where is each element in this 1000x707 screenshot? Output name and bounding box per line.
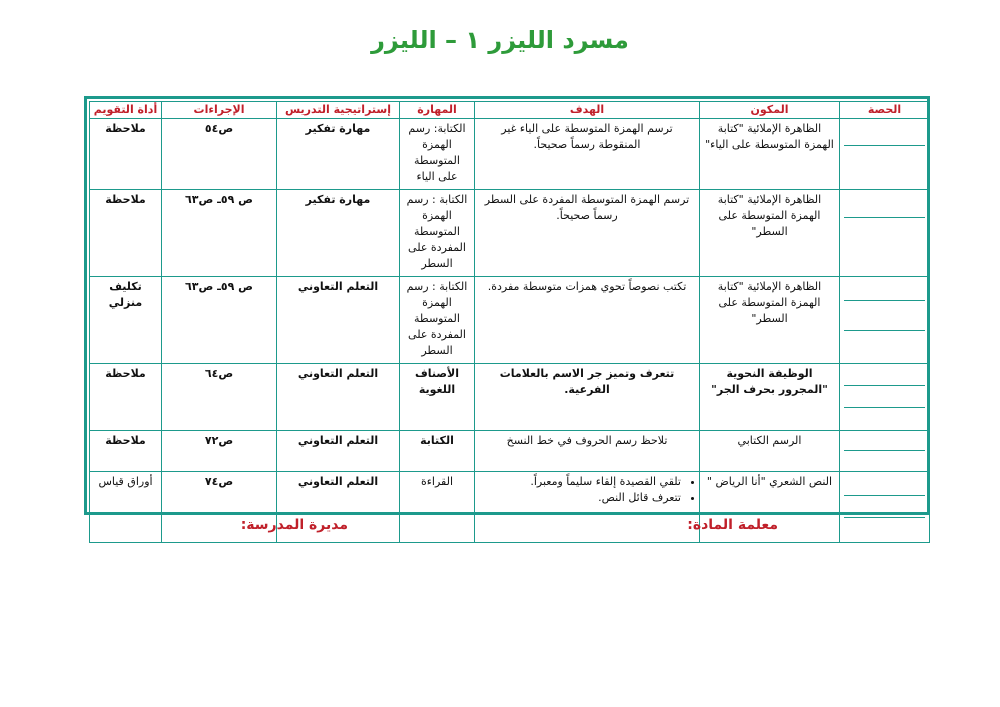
strategy-cell: مهارة تفكير xyxy=(277,190,400,277)
header-row xyxy=(90,102,930,119)
lesson-plan-frame xyxy=(84,96,930,515)
table-row xyxy=(90,472,930,543)
header-component: المكون xyxy=(700,102,840,119)
skill-cell: الكتابة: رسم الهمزة المتوسطة على الياء xyxy=(400,119,475,190)
strategy-cell: التعلم التعاوني xyxy=(277,472,400,543)
skill-cell: الأصناف اللغوية xyxy=(400,364,475,431)
table-row xyxy=(90,190,930,277)
assessment-cell: أوراق قياس xyxy=(90,472,162,543)
hessa-subcell xyxy=(844,192,925,218)
component-cell: الظاهرة الإملائية "كتابة الهمزة المتوسطة على السطر" xyxy=(700,277,840,364)
lesson-plan-table xyxy=(89,101,930,543)
teacher-signature-label: معلمة المادة: xyxy=(687,517,778,533)
procedures-cell: ص٧٢ xyxy=(162,431,277,472)
goal-cell xyxy=(475,472,700,543)
header-skill: المهارة xyxy=(400,102,475,119)
principal-signature-label: مديرة المدرسة: xyxy=(240,517,348,533)
assessment-cell: ملاحظة xyxy=(90,364,162,431)
goal-cell: ترسم الهمزة المتوسطة على الياء غير المنقوطة رسماً صحيحاً. xyxy=(475,119,700,190)
header-goal: الهدف xyxy=(475,102,700,119)
skill-cell: الكتابة : رسم الهمزة المتوسطة المفردة على السطر xyxy=(400,277,475,364)
hessa-subcell xyxy=(844,121,925,146)
hessa-subcell xyxy=(844,518,925,540)
hessa-subcell xyxy=(844,451,925,469)
goal-cell: تلاحظ رسم الحروف في خط النسخ xyxy=(475,431,700,472)
header-assessment: أداة التقويم xyxy=(90,102,162,119)
hessa-subcell xyxy=(844,366,925,386)
table-row xyxy=(90,364,930,431)
hessa-subcell xyxy=(844,279,925,301)
hessa-subcell xyxy=(844,433,925,451)
goal-cell: ترسم الهمزة المتوسطة المفردة على السطر رسماً صحيحاً. xyxy=(475,190,700,277)
procedures-cell: ص٦٤ xyxy=(162,364,277,431)
hessa-subcell xyxy=(844,146,925,187)
hessa-subcell xyxy=(844,496,925,518)
hessa-subcell xyxy=(844,301,925,331)
procedures-cell: ص٧٤ xyxy=(162,472,277,543)
table-row xyxy=(90,277,930,364)
header-procedures: الإجراءات xyxy=(162,102,277,119)
goal-cell: تكتب نصوصاً تحوي همزات متوسطة مفردة. xyxy=(475,277,700,364)
hessa-subcell xyxy=(844,474,925,496)
table-row xyxy=(90,431,930,472)
hessa-cell xyxy=(840,190,930,277)
component-cell: الظاهرة الإملائية "كتابة الهمزة المتوسطة على الياء" xyxy=(700,119,840,190)
list-item: • تتعرف قائل النص. xyxy=(479,490,681,506)
strategy-cell: التعلم التعاوني xyxy=(277,431,400,472)
skill-cell: الكتابة xyxy=(400,431,475,472)
hessa-cell xyxy=(840,277,930,364)
hessa-cell xyxy=(840,364,930,431)
hessa-subcell xyxy=(844,331,925,361)
assessment-cell: ملاحظة xyxy=(90,119,162,190)
goal-list xyxy=(479,474,695,506)
hessa-cell xyxy=(840,119,930,190)
hessa-subcell xyxy=(844,386,925,408)
strategy-cell: التعلم التعاوني xyxy=(277,277,400,364)
list-item: • تلقي القصيدة إلقاء سليماً ومعبراً. xyxy=(479,474,681,490)
procedures-cell: ص ٥٩ـ ص٦٣ xyxy=(162,190,277,277)
hessa-cell xyxy=(840,472,930,543)
procedures-cell: ص ٥٩ـ ص٦٣ xyxy=(162,277,277,364)
component-cell: النص الشعري "أنا الرياض " xyxy=(700,472,840,543)
component-cell: الوظيفة النحوية "المجرور بحرف الجر" xyxy=(700,364,840,431)
page-title: مسرد الليزر ١ – الليزر xyxy=(371,26,629,54)
table-row xyxy=(90,119,930,190)
hessa-subcell xyxy=(844,408,925,428)
assessment-cell: ملاحظة xyxy=(90,190,162,277)
hessa-cell xyxy=(840,431,930,472)
header-hessa: الحصة xyxy=(840,102,930,119)
skill-cell: القراءة xyxy=(400,472,475,543)
component-cell: الرسم الكتابي xyxy=(700,431,840,472)
component-cell: الظاهرة الإملائية "كتابة الهمزة المتوسطة على السطر" xyxy=(700,190,840,277)
header-strategy: إستراتيجية التدريس xyxy=(277,102,400,119)
assessment-cell: ملاحظة xyxy=(90,431,162,472)
strategy-cell: مهارة تفكير xyxy=(277,119,400,190)
hessa-subcell xyxy=(844,218,925,274)
assessment-cell: تكليف منزلي xyxy=(90,277,162,364)
goal-cell: تتعرف وتميز جر الاسم بالعلامات الفرعية. xyxy=(475,364,700,431)
skill-cell: الكتابة : رسم الهمزة المتوسطة المفردة على السطر xyxy=(400,190,475,277)
procedures-cell: ص٥٤ xyxy=(162,119,277,190)
strategy-cell: التعلم التعاوني xyxy=(277,364,400,431)
